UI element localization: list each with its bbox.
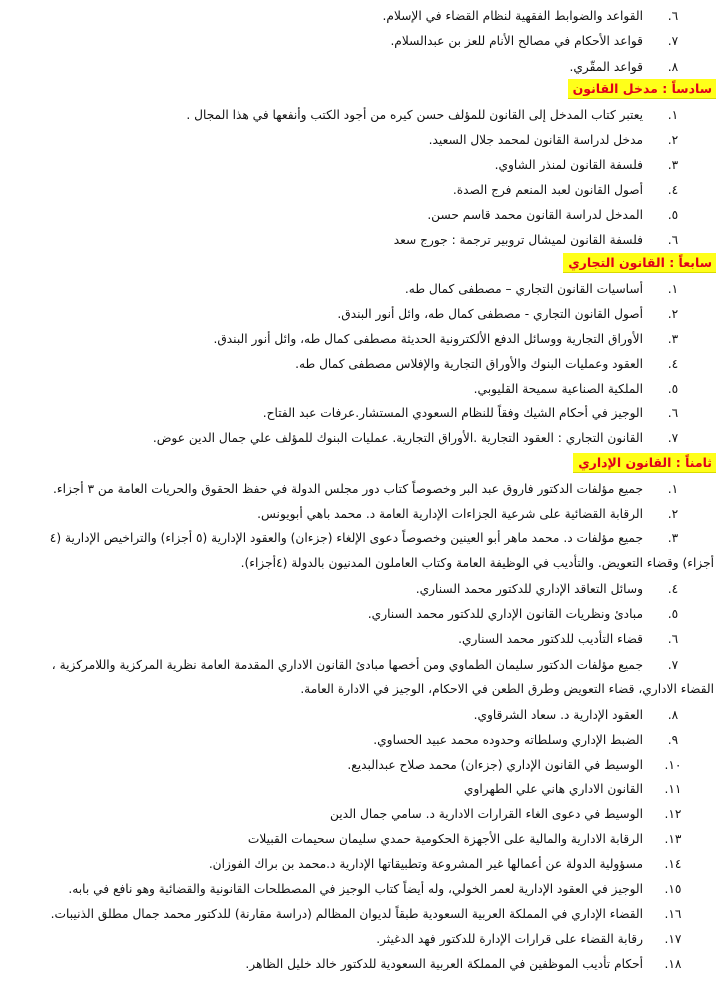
item-text: الرقابة القضائية على شرعية الجزاءات الإدارية العامة د. محمد باهي أبويونس. [257,507,643,521]
item-number: ٨. [667,708,679,722]
item-text: يعتبر كتاب المدخل إلى القانون للمؤلف حسن كيره من أجود الكتب وأنفعها في هذا المجال . [186,108,643,122]
item-text: فلسفة القانون لمنذر الشاوي. [494,158,643,172]
item-number: ١. [667,282,679,296]
item-text: جميع مؤلفات د. محمد ماهر أبو العينين وخصوصاً دعوى الإلغاء (جزءان) والعقود الإدارية (٥ أجزاء) والتراخيص الإدارية (٤ [49,531,643,545]
item-number: ٦. [667,9,679,23]
item-number: ٣. [667,158,679,172]
item-number: ٨. [667,60,679,74]
item-number: ٢. [667,133,679,147]
item-number: ٧. [667,431,679,445]
item-text: جميع مؤلفات الدكتور سليمان الطماوي ومن أخصها مبادئ القانون الاداري المقدمة العامة نظرية المركزية واللامركزية ، [51,658,643,672]
item-text: قواعد الأحكام في مصالح الأنام للعز بن عبدالسلام. [390,34,643,48]
item-text: أصول القانون التجاري - مصطفى كمال طه، وائل أنور البندق. [337,307,643,321]
item-number: ٩. [667,733,679,747]
item-text: قواعد المقّري. [569,60,643,74]
item-number: ٦. [667,233,679,247]
item-number: ١. [667,482,679,496]
item-text: الوسيط في القانون الإداري (جزءان) محمد صلاح عبدالبديع. [347,758,643,772]
item-text: أساسيات القانون التجاري – مصطفى كمال طه. [404,282,643,296]
item-number: ١. [667,108,679,122]
item-text: الأوراق التجارية ووسائل الدفع الألكترونية الحديثة مصطفى كمال طه، وائل أنور البندق. [213,332,643,346]
item-number: ٣. [667,332,679,346]
item-number: ٦. [667,632,679,646]
item-number: ١١. [664,782,682,796]
item-number: ١٠. [664,758,682,772]
item-text: مدخل لدراسة القانون لمحمد جلال السعيد. [428,133,643,147]
item-text: رقابة القضاء على قرارات الإدارة للدكتور فهد الدغيثر. [376,932,643,946]
item-number: ٧. [667,34,679,48]
item-number: ٦. [667,406,679,420]
item-number: ١٨. [664,957,682,971]
item-text: العقود الإدارية د. سعاد الشرقاوي. [473,708,643,722]
item-number: ١٤. [664,857,682,871]
item-text-continuation: أجزاء) وقضاء التعويض. والتأديب في الوظيفة العامة وكتاب العاملون المدنيون بالدولة (٤أجزاء). [240,556,714,570]
item-number: ٥. [667,607,679,621]
item-text-continuation: القضاء الاداري، قضاء التعويض وطرق الطعن في الاحكام، الوجيز في الادارة العامة. [300,682,714,696]
item-number: ٥. [667,208,679,222]
item-text: الوجيز في العقود الإدارية لعمر الخولي، وله أيضاً كتاب الوجيز في المصطلحات القانونية والقضائية وهو نافع في بابه. [68,882,643,896]
item-number: ٧. [667,658,679,672]
item-text: الضبط الإداري وسلطاته وحدوده محمد عبيد الحساوي. [373,733,643,747]
item-text: الوجيز في أحكام الشيك وفقاً للنظام السعودي المستشار.عرفات عبد الفتاح. [262,406,643,420]
item-text: أحكام تأديب الموظفين في المملكة العربية السعودية للدكتور خالد خليل الظاهر. [245,957,643,971]
item-text: الوسيط في دعوى الغاء القرارات الادارية د. سامي جمال الدين [330,807,643,821]
item-number: ٢. [667,507,679,521]
item-text: قضاء التأديب للدكتور محمد السناري. [458,632,643,646]
item-number: ٤. [667,183,679,197]
item-number: ٤. [667,357,679,371]
item-text: القضاء الإداري في المملكة العربية السعودية طبقاً لديوان المظالم (دراسة مقارنة) للدكتور محمد جمال مطلق الذنيبات. [50,907,643,921]
item-text: وسائل التعاقد الإداري للدكتور محمد السناري. [415,582,643,596]
item-text: أصول القانون لعبد المنعم فرج الصدة. [452,183,643,197]
item-number: ١٥. [664,882,682,896]
item-text: القانون التجاري : العقود التجارية .الأوراق التجارية. عمليات البنوك للمؤلف علي جمال الدين عوض. [152,431,643,445]
item-text: مبادئ ونظريات القانون الإداري للدكتور محمد السناري. [367,607,643,621]
item-text: مسؤولية الدولة عن أعمالها غير المشروعة وتطبيقاتها الإدارية د.محمد بن براك الفوزان. [208,857,643,871]
item-text: العقود وعمليات البنوك والأوراق التجارية والإفلاس مصطفى كمال طه. [295,357,643,371]
item-text: القواعد والضوابط الفقهية لنظام القضاء في الإسلام. [382,9,643,23]
item-number: ٤. [667,582,679,596]
section-heading-introduction-to-law: سادساً : مدخل القانون [568,79,716,99]
section-heading-administrative-law: ثامناً : القانون الإداري [573,453,716,473]
item-text: فلسفة القانون لميشال تروبير ترجمة : جورج سعد [393,233,643,247]
item-number: ٣. [667,531,679,545]
item-number: ٥. [667,382,679,396]
item-text: جميع مؤلفات الدكتور فاروق عبد البر وخصوصاً كتاب دور مجلس الدولة في حفظ الحقوق والحريات العامة من ٣ أجزاء. [53,482,643,496]
item-number: ٢. [667,307,679,321]
section-heading-commercial-law: سابعاً : القانون التجاري [563,253,716,273]
item-number: ١٢. [664,807,682,821]
item-text: المدخل لدراسة القانون محمد قاسم حسن. [427,208,643,222]
item-number: ١٣. [664,832,682,846]
item-number: ١٧. [664,932,682,946]
item-text: الملكية الصناعية سميحة القليوبي. [473,382,643,396]
item-number: ١٦. [664,907,682,921]
item-text: الرقابة الادارية والمالية على الأجهزة الحكومية حمدي سليمان سحيمات القبيلات [247,832,643,846]
item-text: القانون الاداري هاني علي الطهراوي [463,782,643,796]
